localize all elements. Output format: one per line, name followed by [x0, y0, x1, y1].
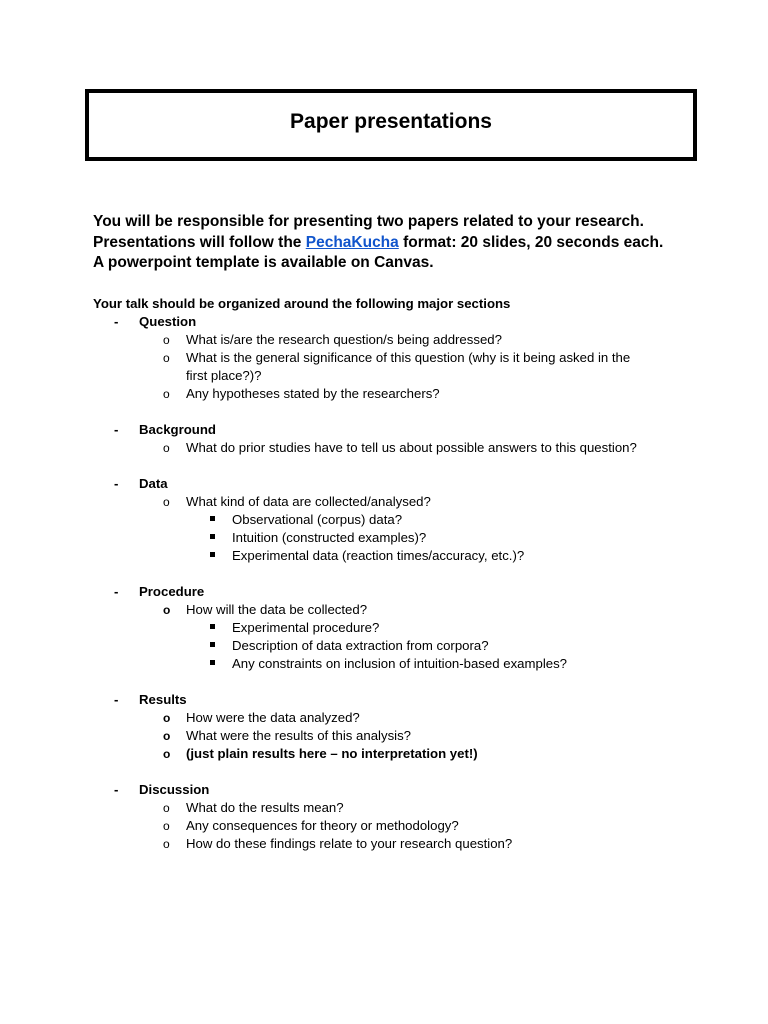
- outline: [93, 295, 713, 853]
- section-heading-label: Question: [139, 314, 197, 329]
- list-item: [93, 349, 713, 367]
- section-heading: [93, 475, 713, 493]
- list-item-text: How do these findings relate to your research question?: [186, 836, 513, 851]
- sub-list-item-text: Experimental data (reaction times/accuracy, etc.)?: [232, 548, 525, 563]
- outline-lead: Your talk should be organized around the following major sections: [93, 296, 511, 311]
- sub-list-item: [93, 637, 713, 655]
- sub-list-item-text: Intuition (constructed examples)?: [232, 530, 427, 545]
- title-box: [85, 89, 697, 161]
- dash-bullet: -: [114, 476, 119, 491]
- circle-bullet: o: [163, 441, 170, 455]
- sub-list-item: [93, 511, 713, 529]
- dash-bullet: -: [114, 782, 119, 797]
- dash-bullet: -: [114, 314, 119, 329]
- list-item-text: What were the results of this analysis?: [186, 728, 412, 743]
- list-item: [93, 799, 713, 817]
- section-heading: [93, 583, 713, 601]
- list-item: [93, 745, 713, 763]
- circle-bullet: o: [163, 729, 171, 743]
- list-item-text: (just plain results here – no interpretation yet!): [186, 746, 478, 761]
- sub-list-item: [93, 619, 713, 637]
- sub-list-item: [93, 547, 713, 565]
- circle-bullet: o: [163, 837, 170, 851]
- list-item: [93, 709, 713, 727]
- list-item-continuation: [93, 367, 713, 385]
- page-title: Paper presentations: [290, 110, 492, 133]
- section-heading-label: Background: [139, 422, 216, 437]
- circle-bullet: o: [163, 603, 171, 617]
- square-bullet: [210, 642, 215, 647]
- section-heading-label: Discussion: [139, 782, 210, 797]
- sub-list-item-text: Observational (corpus) data?: [232, 512, 403, 527]
- section-heading-label: Data: [139, 476, 168, 491]
- list-item: [93, 817, 713, 835]
- circle-bullet: o: [163, 801, 170, 815]
- list-item-text: What kind of data are collected/analysed?: [186, 494, 431, 509]
- section-background: [93, 421, 713, 457]
- dash-bullet: -: [114, 584, 119, 599]
- list-item-text: What do the results mean?: [186, 800, 344, 815]
- circle-bullet: o: [163, 333, 170, 347]
- list-item: [93, 385, 713, 403]
- intro-line-2-post: format: 20 slides, 20 seconds each.: [398, 233, 664, 251]
- intro-line-1: You will be responsible for presenting two papers related to your research.: [93, 213, 644, 230]
- circle-bullet: o: [163, 819, 170, 833]
- list-item: [93, 439, 713, 457]
- list-item: [93, 493, 713, 511]
- section-discussion: [93, 781, 713, 853]
- square-bullet: [210, 534, 215, 539]
- intro-line-2-pre: Presentations will follow the: [93, 233, 306, 251]
- list-item-text: How will the data be collected?: [186, 602, 368, 617]
- circle-bullet: o: [163, 747, 171, 761]
- section-question: [93, 313, 713, 403]
- list-item-text: What do prior studies have to tell us about possible answers to this question?: [186, 440, 637, 455]
- section-heading: [93, 781, 713, 799]
- dash-bullet: -: [114, 422, 119, 437]
- intro-line-2: [93, 233, 733, 254]
- list-item-text: What is/are the research question/s being addressed?: [186, 332, 502, 347]
- sub-list-item-text: Experimental procedure?: [232, 620, 380, 635]
- list-item-text: How were the data analyzed?: [186, 710, 360, 725]
- sub-list-item-text: Any constraints on inclusion of intuition-based examples?: [232, 656, 568, 671]
- list-item: [93, 727, 713, 745]
- square-bullet: [210, 552, 215, 557]
- circle-bullet: o: [163, 711, 171, 725]
- section-procedure: [93, 583, 713, 673]
- sub-list-item-text: Description of data extraction from corpora?: [232, 638, 489, 653]
- section-heading: [93, 691, 713, 709]
- circle-bullet: o: [163, 351, 170, 365]
- list-item-text: What is the general significance of this question (why is it being asked in the: [186, 350, 631, 365]
- sub-list-item: [93, 529, 713, 547]
- intro-line-3: A powerpoint template is available on Canvas.: [93, 254, 434, 271]
- section-heading: [93, 313, 713, 331]
- section-data: [93, 475, 713, 565]
- square-bullet: [210, 660, 215, 665]
- section-heading: [93, 421, 713, 439]
- list-item-text: Any hypotheses stated by the researchers?: [186, 386, 440, 401]
- section-heading-label: Procedure: [139, 584, 205, 599]
- list-item: [93, 331, 713, 349]
- list-item: [93, 835, 713, 853]
- pechakucha-link[interactable]: PechaKucha: [305, 233, 399, 251]
- circle-bullet: o: [163, 495, 170, 509]
- section-heading-label: Results: [139, 692, 187, 707]
- square-bullet: [210, 516, 215, 521]
- circle-bullet: o: [163, 387, 170, 401]
- dash-bullet: -: [114, 692, 119, 707]
- list-item-text: first place?)?: [186, 368, 262, 383]
- section-results: [93, 691, 713, 763]
- square-bullet: [210, 624, 215, 629]
- list-item-text: Any consequences for theory or methodology?: [186, 818, 459, 833]
- intro-paragraph: [93, 212, 733, 274]
- list-item: [93, 601, 713, 619]
- sub-list-item: [93, 655, 713, 673]
